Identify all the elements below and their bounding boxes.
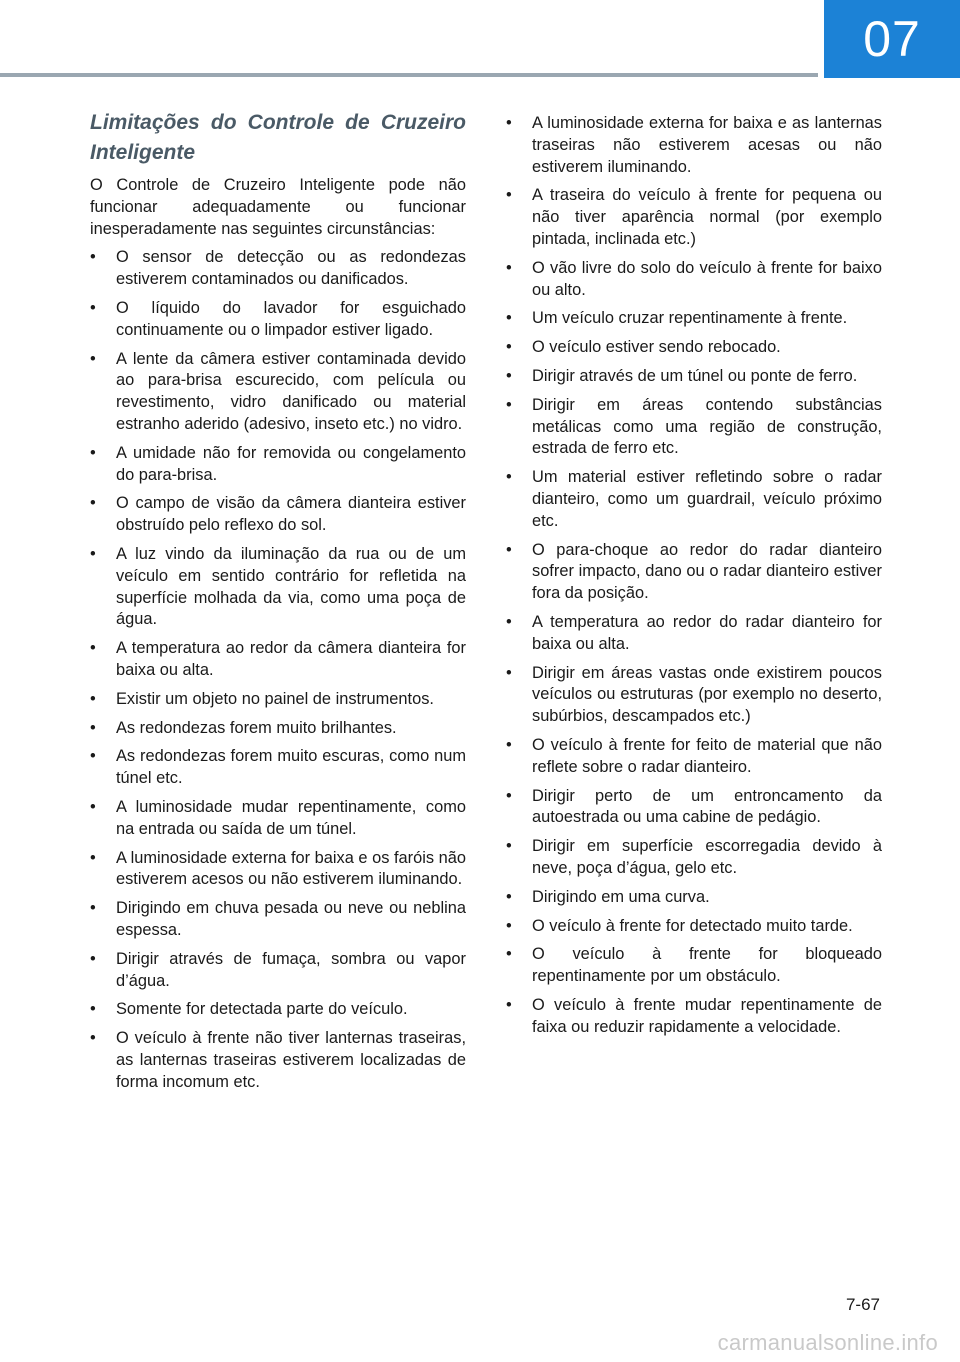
bullet-glyph: • bbox=[506, 995, 512, 1014]
list-item-text: O vão livre do solo do veículo à frente for baixo ou alto. bbox=[532, 258, 882, 299]
list-item bbox=[90, 797, 466, 841]
list-item bbox=[90, 349, 466, 436]
list-item bbox=[506, 612, 882, 656]
left-bullet-list bbox=[90, 247, 466, 1093]
bullet-glyph: • bbox=[506, 309, 512, 328]
bullet-glyph: • bbox=[506, 338, 512, 357]
list-item-text: Dirigir através de fumaça, sombra ou vapor d’água. bbox=[116, 949, 466, 990]
list-item-text: A luz vindo da iluminação da rua ou de um veículo em sentido contrário for refletida na superfície molhada da via, como uma poça de água. bbox=[116, 544, 466, 629]
bullet-glyph: • bbox=[90, 639, 96, 658]
list-item bbox=[90, 298, 466, 342]
list-item bbox=[506, 258, 882, 302]
bullet-glyph: • bbox=[90, 718, 96, 737]
bullet-glyph: • bbox=[506, 735, 512, 754]
bullet-glyph: • bbox=[506, 612, 512, 631]
bullet-glyph: • bbox=[90, 298, 96, 317]
list-item-text: O líquido do lavador for esguichado continuamente ou o limpador estiver ligado. bbox=[116, 298, 466, 339]
bullet-glyph: • bbox=[506, 887, 512, 906]
list-item-text: O veículo à frente for feito de material que não reflete sobre o radar dianteiro. bbox=[532, 735, 882, 776]
list-item-text: Dirigindo em uma curva. bbox=[532, 887, 710, 906]
list-item-text: As redondezas forem muito brilhantes. bbox=[116, 718, 397, 737]
left-column bbox=[90, 108, 466, 1100]
watermark: carmanualsonline.info bbox=[717, 1330, 938, 1355]
list-item bbox=[506, 366, 882, 388]
list-item-text: A luminosidade externa for baixa e os faróis não estiverem acesos ou não estiverem iluminando. bbox=[116, 848, 466, 889]
bullet-glyph: • bbox=[506, 663, 512, 682]
bullet-glyph: • bbox=[90, 1000, 96, 1019]
bullet-glyph: • bbox=[506, 916, 512, 935]
list-item-text: O campo de visão da câmera dianteira estiver obstruído pelo reflexo do sol. bbox=[116, 494, 466, 535]
list-item-text: Somente for detectada parte do veículo. bbox=[116, 1000, 408, 1019]
chapter-number: 07 bbox=[863, 11, 921, 67]
list-item-text: O veículo à frente não tiver lanternas traseiras, as lanternas traseiras estiverem localizadas de forma incomum etc. bbox=[116, 1029, 466, 1091]
list-item-text: A temperatura ao redor da câmera dianteira for baixa ou alta. bbox=[116, 639, 466, 679]
bullet-glyph: • bbox=[90, 544, 96, 563]
list-item bbox=[90, 898, 466, 942]
list-item-text: Existir um objeto no painel de instrumentos. bbox=[116, 689, 434, 708]
list-item-text: Dirigir em superfície escorregadia devido à neve, poça d’água, gelo etc. bbox=[532, 837, 882, 877]
list-item-text: A traseira do veículo à frente for pequena ou não tiver aparência normal (por exemplo pintada, inclinada etc.) bbox=[532, 186, 882, 248]
header-rule bbox=[0, 73, 818, 77]
list-item bbox=[90, 544, 466, 631]
list-item-text: A umidade não for removida ou congelamento do para-brisa. bbox=[116, 443, 466, 484]
bullet-glyph: • bbox=[90, 689, 96, 708]
bullet-glyph: • bbox=[90, 443, 96, 462]
list-item bbox=[90, 493, 466, 537]
list-item bbox=[90, 999, 466, 1021]
list-item-text: A luminosidade externa for baixa e as lanternas traseiras não estiverem acesas ou não estiverem iluminando. bbox=[532, 114, 882, 176]
list-item bbox=[506, 916, 882, 938]
list-item-text: Dirigir em áreas contendo substâncias metálicas como uma região de construção, estrada de ferro etc. bbox=[532, 395, 882, 458]
bullet-glyph: • bbox=[506, 540, 512, 559]
bullet-glyph: • bbox=[506, 945, 512, 964]
bullet-glyph: • bbox=[506, 114, 512, 132]
bullet-glyph: • bbox=[506, 395, 512, 414]
list-item bbox=[506, 337, 882, 359]
bullet-glyph: • bbox=[90, 248, 96, 267]
list-item bbox=[506, 735, 882, 779]
list-item bbox=[506, 395, 882, 460]
list-item bbox=[506, 995, 882, 1039]
list-item bbox=[506, 663, 882, 728]
list-item bbox=[506, 185, 882, 250]
list-item bbox=[90, 638, 466, 682]
bullet-glyph: • bbox=[506, 186, 512, 205]
list-item bbox=[506, 308, 882, 330]
list-item bbox=[90, 848, 466, 892]
bullet-glyph: • bbox=[90, 747, 96, 766]
list-item-text: A lente da câmera estiver contaminada devido ao para-brisa escurecido, com película ou revestimento, vidro danificado ou material estranho aderido (adesivo, inseto etc.) no vidro. bbox=[116, 349, 466, 433]
list-item bbox=[506, 467, 882, 532]
bullet-glyph: • bbox=[90, 349, 96, 368]
list-item bbox=[506, 540, 882, 605]
list-item-text: O veículo à frente mudar repentinamente de faixa ou reduzir rapidamente a velocidade. bbox=[532, 995, 882, 1036]
bullet-glyph: • bbox=[90, 797, 96, 816]
list-item-text: O veículo à frente for bloqueado repentinamente por um obstáculo. bbox=[532, 945, 882, 986]
section-title: Limitações do Controle de Cruzeiro Inteligente bbox=[90, 111, 466, 164]
intro-paragraph: O Controle de Cruzeiro Inteligente pode não funcionar adequadamente ou funcionar inesperadamente nas seguintes circunstâncias: bbox=[90, 176, 466, 238]
list-item-text: Um veículo cruzar repentinamente à frente. bbox=[532, 309, 848, 328]
list-item-text: Dirigir em áreas vastas onde existirem poucos veículos ou estruturas (por exemplo no deserto, subúrbios, descampados etc.) bbox=[532, 663, 882, 726]
right-bullet-list bbox=[506, 113, 882, 1038]
list-item bbox=[90, 443, 466, 487]
bullet-glyph: • bbox=[90, 848, 96, 867]
list-item-text: A luminosidade mudar repentinamente, como na entrada ou saída de um túnel. bbox=[116, 797, 466, 838]
bullet-glyph: • bbox=[90, 494, 96, 513]
list-item bbox=[506, 887, 882, 909]
list-item bbox=[90, 949, 466, 993]
page-number: 7-67 bbox=[845, 1295, 880, 1314]
list-item bbox=[90, 689, 466, 711]
bullet-glyph: • bbox=[506, 468, 512, 487]
list-item bbox=[90, 718, 466, 740]
list-item-text: Dirigir perto de um entroncamento da autoestrada ou uma cabine de pedágio. bbox=[532, 786, 882, 827]
list-item bbox=[506, 113, 882, 178]
bullet-glyph: • bbox=[506, 366, 512, 385]
bullet-glyph: • bbox=[506, 258, 512, 277]
list-item bbox=[506, 786, 882, 830]
list-item-text: Um material estiver refletindo sobre o radar dianteiro, como um guardrail, veículo próximo etc. bbox=[532, 468, 882, 530]
list-item-text: O veículo à frente for detectado muito tarde. bbox=[532, 916, 853, 935]
bullet-glyph: • bbox=[506, 786, 512, 805]
list-item bbox=[506, 836, 882, 880]
list-item-text: A temperatura ao redor do radar dianteiro for baixa ou alta. bbox=[532, 612, 882, 653]
list-item-text: As redondezas forem muito escuras, como num túnel etc. bbox=[116, 747, 466, 788]
list-item bbox=[506, 944, 882, 988]
list-item bbox=[90, 746, 466, 790]
bullet-glyph: • bbox=[90, 949, 96, 968]
list-item bbox=[90, 1028, 466, 1093]
bullet-glyph: • bbox=[90, 1029, 96, 1048]
list-item-text: Dirigir através de um túnel ou ponte de ferro. bbox=[532, 366, 858, 385]
right-column bbox=[506, 113, 882, 1045]
chapter-tab bbox=[824, 0, 960, 78]
list-item-text: O sensor de detecção ou as redondezas estiverem contaminados ou danificados. bbox=[116, 248, 466, 289]
list-item-text: Dirigindo em chuva pesada ou neve ou neblina espessa. bbox=[116, 899, 466, 939]
list-item-text: O veículo estiver sendo rebocado. bbox=[532, 338, 781, 357]
list-item-text: O para-choque ao redor do radar dianteiro sofrer impacto, dano ou o radar dianteiro estiver fora da posição. bbox=[532, 540, 882, 603]
bullet-glyph: • bbox=[506, 837, 512, 856]
bullet-glyph: • bbox=[90, 899, 96, 918]
list-item bbox=[90, 247, 466, 291]
